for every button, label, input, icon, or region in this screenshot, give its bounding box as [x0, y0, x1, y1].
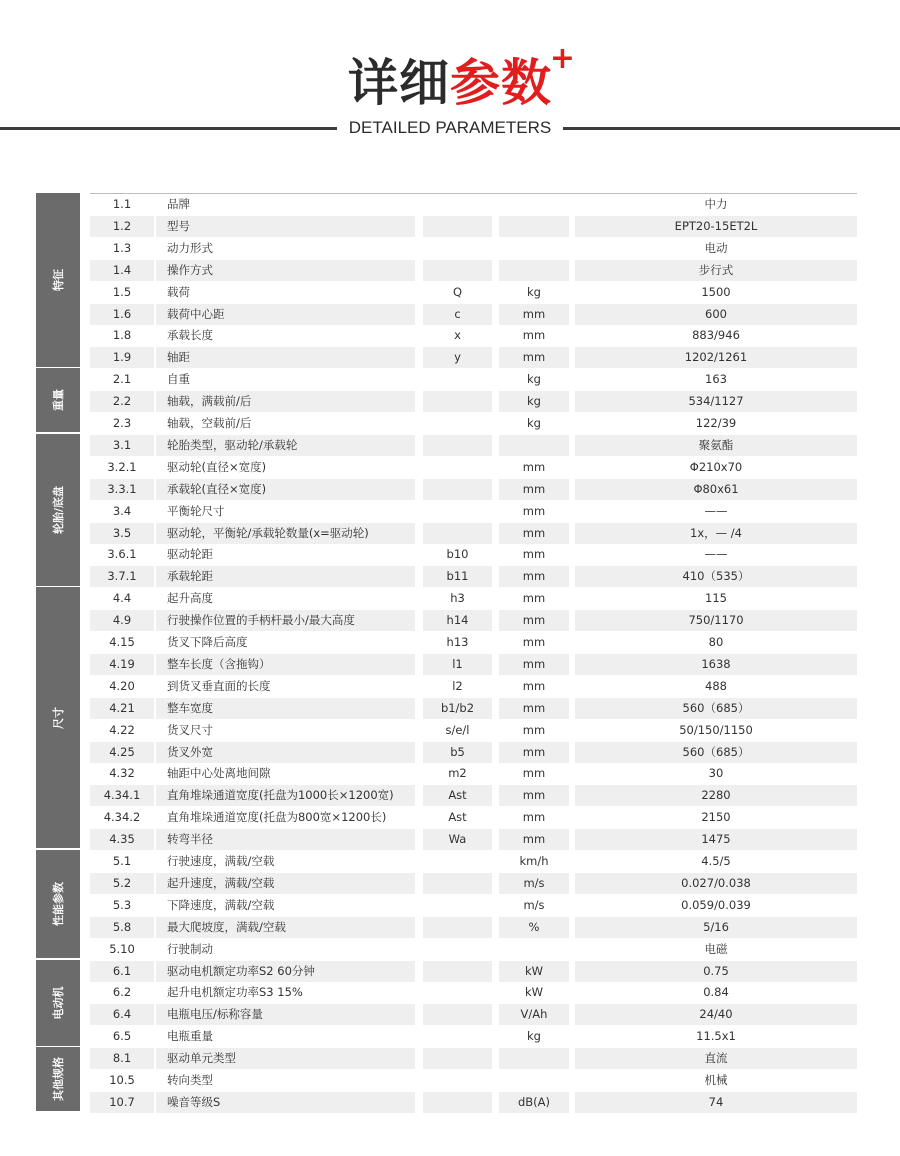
table-row [90, 939, 857, 960]
row-number: 6.4 [90, 1004, 154, 1025]
section-label-text: 重量 [52, 389, 65, 412]
row-number: 2.3 [112, 416, 132, 430]
row-parameter: 起升高度 [167, 591, 213, 606]
table-row [90, 325, 857, 346]
row-symbol: s/e/l [445, 722, 470, 737]
section-label [36, 1047, 80, 1111]
row-parameter: 起升电机额定功率S3 15% [167, 985, 303, 1000]
row-value: 163 [705, 372, 727, 387]
row-number: 3.4 [112, 503, 132, 518]
row-value: 中力 [704, 197, 728, 211]
table-row [90, 566, 857, 587]
row-parameter: 到货叉垂直面的长度 [167, 678, 271, 693]
row-symbol: y [423, 347, 492, 368]
row-value: 1202/1261 [575, 347, 857, 368]
row-number: 8.1 [90, 1048, 154, 1069]
row-number: 3.2.1 [107, 459, 137, 474]
row-value: 1638 [575, 654, 857, 675]
page-subtitle: DETAILED PARAMETERS [348, 118, 552, 137]
row-parameter: 直角堆垛通道宽度(托盘为800宽×1200长) [167, 810, 387, 825]
row-number: 3.5 [90, 523, 154, 544]
row-number: 1.1 [112, 197, 132, 211]
row-number: 1.5 [112, 284, 132, 299]
table-row [90, 501, 857, 522]
section-label [36, 587, 80, 848]
row-number: 4.25 [90, 742, 154, 763]
row-number: 6.5 [112, 1029, 132, 1044]
row-parameter: 承载轮(直径×宽度) [156, 479, 415, 500]
table-row [90, 610, 857, 631]
table-row [90, 917, 857, 938]
row-number: 1.9 [90, 347, 154, 368]
row-unit: mm [499, 829, 569, 850]
row-number: 5.10 [109, 941, 135, 956]
row-symbol: Ast [423, 785, 492, 806]
row-parameter: 行驶制动 [167, 941, 213, 956]
table-row [90, 851, 857, 872]
table-row [90, 676, 857, 697]
row-symbol [423, 479, 492, 500]
row-parameter: 驱动轮，平衡轮/承载轮数量(x=驱动轮) [156, 523, 415, 544]
row-unit [499, 194, 569, 215]
row-symbol [423, 260, 492, 281]
row-value: 步行式 [575, 260, 857, 281]
row-symbol [423, 939, 492, 960]
row-value: 534/1127 [575, 391, 857, 412]
table-row [90, 457, 857, 478]
row-number: 1.2 [90, 216, 154, 237]
row-parameter: 转弯半径 [156, 829, 415, 850]
table-row [90, 413, 857, 434]
row-parameter: 行驶速度，满载/空载 [167, 854, 275, 868]
row-parameter: 轴距 [156, 347, 415, 368]
row-unit: mm [499, 479, 569, 500]
table-row [90, 1026, 857, 1047]
row-symbol [423, 413, 492, 434]
row-symbol: c [423, 304, 492, 325]
table-row [90, 1070, 857, 1091]
row-parameter: 驱动电机额定功率S2 60分钟 [156, 961, 415, 982]
row-parameter: 轴载，满载前/后 [156, 391, 415, 412]
row-unit [499, 238, 569, 259]
row-unit: mm [522, 591, 546, 606]
row-parameter: 载荷 [167, 284, 190, 299]
row-value: 122/39 [695, 416, 737, 430]
row-unit: m/s [499, 873, 569, 894]
row-parameter: 驱动轮距 [167, 547, 213, 562]
table-row [90, 238, 857, 259]
row-number: 4.32 [109, 766, 135, 781]
table-row [90, 807, 857, 828]
row-number: 4.9 [90, 610, 154, 631]
row-symbol [423, 523, 492, 544]
table-row [90, 523, 857, 544]
section-label-text: 尺寸 [52, 706, 65, 729]
row-value: Φ80x61 [575, 479, 857, 500]
row-symbol: l1 [423, 654, 492, 675]
row-unit: m/s [523, 897, 545, 912]
table-row [90, 194, 857, 215]
table-row [90, 1092, 857, 1113]
table-row [90, 216, 857, 237]
row-number: 4.34.1 [90, 785, 154, 806]
section-label [36, 850, 80, 958]
section-label [36, 368, 80, 432]
row-symbol [423, 982, 492, 1003]
section-label [36, 193, 80, 367]
row-value: 560（685） [575, 698, 857, 719]
row-symbol: m2 [448, 766, 467, 781]
row-number: 5.1 [112, 854, 132, 868]
row-symbol: Q [452, 284, 463, 299]
row-unit: kg [527, 372, 541, 387]
row-symbol [423, 391, 492, 412]
row-value: 0.059/0.039 [681, 897, 751, 912]
table-row [90, 961, 857, 982]
row-symbol [423, 457, 492, 478]
table-row [90, 588, 857, 609]
row-value: 0.027/0.038 [575, 873, 857, 894]
table-row [90, 632, 857, 653]
row-value: 2150 [701, 810, 731, 825]
row-parameter: 货叉尺寸 [167, 722, 213, 737]
row-symbol: x [454, 328, 461, 343]
row-number: 4.20 [109, 678, 135, 693]
row-number: 5.8 [90, 917, 154, 938]
table-row [90, 435, 857, 456]
row-symbol [423, 1092, 492, 1113]
row-symbol [423, 1048, 492, 1069]
row-parameter: 整车长度（含拖钩） [156, 654, 415, 675]
section-label-text: 性能参数 [52, 882, 65, 926]
row-parameter: 型号 [156, 216, 415, 237]
row-symbol: h3 [450, 591, 465, 606]
page-header [0, 41, 900, 116]
row-unit: mm [522, 547, 546, 562]
row-unit: mm [499, 347, 569, 368]
row-symbol [423, 1004, 492, 1025]
row-value: 600 [575, 304, 857, 325]
page-title [348, 41, 576, 116]
table-row [90, 1004, 857, 1025]
row-number: 1.8 [112, 328, 132, 343]
row-value: 115 [705, 591, 727, 606]
row-number: 4.35 [90, 829, 154, 850]
row-unit: mm [499, 742, 569, 763]
table-row [90, 982, 857, 1003]
row-parameter: 电瓶重量 [167, 1029, 213, 1044]
row-unit: mm [499, 785, 569, 806]
table-row [90, 829, 857, 850]
row-unit [499, 939, 569, 960]
table-row [90, 763, 857, 784]
row-parameter: 货叉下降后高度 [167, 635, 248, 649]
section-label-text: 特征 [52, 268, 65, 291]
row-symbol: Ast [448, 810, 467, 825]
row-number: 3.7.1 [90, 566, 154, 587]
row-symbol [423, 501, 492, 522]
table-row [90, 742, 857, 763]
row-unit: mm [499, 523, 569, 544]
table-row [90, 347, 857, 368]
row-number: 4.21 [90, 698, 154, 719]
row-unit: V/Ah [499, 1004, 569, 1025]
row-value: 488 [705, 678, 727, 693]
row-symbol [423, 1070, 492, 1091]
row-parameter: 载荷中心距 [156, 304, 415, 325]
row-value: 1475 [575, 829, 857, 850]
section-label-text: 轮胎/底盘 [52, 485, 65, 534]
row-parameter: 轴距中心处离地间隙 [167, 766, 271, 781]
row-symbol [423, 895, 492, 916]
row-number: 3.1 [90, 435, 154, 456]
row-unit: mm [522, 635, 546, 649]
row-number: 2.2 [90, 391, 154, 412]
row-value: 电磁 [704, 941, 728, 956]
row-number: 6.2 [112, 985, 132, 1000]
row-parameter: 动力形式 [167, 240, 213, 255]
row-unit: kg [527, 416, 541, 430]
row-parameter: 承载轮距 [156, 566, 415, 587]
row-parameter: 轴载，空载前/后 [167, 416, 252, 430]
table-row [90, 304, 857, 325]
row-number: 10.7 [90, 1092, 154, 1113]
row-unit: % [499, 917, 569, 938]
row-symbol: b1/b2 [423, 698, 492, 719]
row-symbol [423, 961, 492, 982]
row-parameter: 下降速度，满载/空载 [167, 897, 275, 912]
title-dark-part: 详细 [348, 54, 450, 112]
row-value: 4.5/5 [701, 854, 731, 868]
row-parameter: 行驶操作位置的手柄杆最小/最大高度 [156, 610, 415, 631]
table-row [90, 785, 857, 806]
row-unit: kg [527, 1029, 541, 1044]
row-value: 聚氨酯 [575, 435, 857, 456]
row-value: 74 [575, 1092, 857, 1113]
row-number: 4.4 [112, 591, 132, 606]
row-parameter: 电瓶电压/标称容量 [156, 1004, 415, 1025]
row-unit: mm [522, 459, 546, 474]
row-symbol [423, 917, 492, 938]
row-unit: mm [499, 304, 569, 325]
row-value: EPT20-15ET2L [575, 216, 857, 237]
table-row [90, 873, 857, 894]
row-unit [499, 260, 569, 281]
row-symbol: h14 [423, 610, 492, 631]
row-number: 1.4 [90, 260, 154, 281]
row-value: 50/150/1150 [679, 722, 753, 737]
table-row [90, 282, 857, 303]
row-symbol [423, 1026, 492, 1047]
row-number: 3.3.1 [90, 479, 154, 500]
row-unit: km/h [519, 854, 549, 868]
row-value: 1x，— /4 [575, 523, 857, 544]
row-symbol [423, 873, 492, 894]
row-unit: mm [499, 566, 569, 587]
row-parameter: 起升速度，满载/空载 [156, 873, 415, 894]
row-unit [499, 1048, 569, 1069]
table-row [90, 1048, 857, 1069]
row-symbol [423, 369, 492, 390]
row-value: 30 [708, 766, 724, 781]
row-number: 3.6.1 [107, 547, 137, 562]
plus-icon: + [549, 41, 576, 76]
row-unit: kW [499, 961, 569, 982]
row-value: —— [704, 503, 728, 518]
row-number: 4.34.2 [103, 810, 141, 825]
row-unit: dB(A) [499, 1092, 569, 1113]
row-unit [499, 435, 569, 456]
row-number: 4.22 [109, 722, 135, 737]
row-unit: mm [522, 328, 546, 343]
row-value: —— [704, 547, 728, 562]
row-parameter: 最大爬坡度，满载/空载 [156, 917, 415, 938]
row-number: 2.1 [112, 372, 132, 387]
row-parameter: 整车宽度 [156, 698, 415, 719]
table-row [90, 260, 857, 281]
row-value: 883/946 [692, 328, 740, 343]
row-value: 80 [708, 635, 724, 649]
row-number: 5.2 [90, 873, 154, 894]
row-unit: mm [522, 766, 546, 781]
row-value: 电动 [704, 240, 728, 255]
row-parameter: 直角堆垛通道宽度(托盘为1000长×1200宽) [156, 785, 415, 806]
row-value: 560（685） [575, 742, 857, 763]
row-parameter: 品牌 [167, 197, 190, 211]
table-row [90, 720, 857, 741]
row-unit: mm [499, 698, 569, 719]
row-unit: mm [499, 610, 569, 631]
row-unit: kg [499, 391, 569, 412]
row-number: 10.5 [109, 1073, 135, 1087]
row-unit: kW [524, 985, 544, 1000]
row-parameter: 驱动轮(直径×宽度) [167, 459, 267, 474]
row-parameter: 轮胎类型，驱动轮/承载轮 [156, 435, 415, 456]
table-row [90, 895, 857, 916]
row-symbol [423, 435, 492, 456]
row-value: 0.84 [703, 985, 729, 1000]
row-value: 24/40 [575, 1004, 857, 1025]
section-label [36, 960, 80, 1046]
row-value: Φ210x70 [689, 459, 743, 474]
row-number: 4.19 [90, 654, 154, 675]
row-parameter: 平衡轮尺寸 [167, 503, 225, 518]
row-symbol [423, 851, 492, 872]
table-row [90, 369, 857, 390]
row-symbol: l2 [452, 678, 463, 693]
row-parameter: 操作方式 [156, 260, 415, 281]
row-unit [499, 1070, 569, 1091]
header-rule-right [563, 127, 900, 130]
table-row [90, 479, 857, 500]
row-symbol: h13 [446, 635, 469, 649]
row-value: 750/1170 [575, 610, 857, 631]
row-value: 0.75 [575, 961, 857, 982]
row-value: 11.5x1 [696, 1029, 736, 1044]
table-row [90, 698, 857, 719]
row-symbol [423, 238, 492, 259]
row-unit: mm [522, 678, 546, 693]
row-symbol: b11 [423, 566, 492, 587]
table-row [90, 391, 857, 412]
row-value: 2280 [575, 785, 857, 806]
row-symbol: b10 [446, 547, 469, 562]
row-parameter: 转向类型 [167, 1073, 213, 1087]
row-symbol [423, 194, 492, 215]
row-number: 1.3 [112, 240, 132, 255]
row-symbol [423, 216, 492, 237]
title-red-part: 参数 [450, 54, 552, 112]
row-unit: mm [522, 810, 546, 825]
row-value: 1500 [701, 284, 731, 299]
table-row [90, 654, 857, 675]
row-value: 直流 [575, 1048, 857, 1069]
row-parameter: 货叉外宽 [156, 742, 415, 763]
row-symbol: Wa [423, 829, 492, 850]
row-unit: kg [527, 284, 541, 299]
row-symbol: b5 [423, 742, 492, 763]
row-number: 6.1 [90, 961, 154, 982]
row-unit: mm [522, 503, 546, 518]
row-unit [499, 216, 569, 237]
section-label [36, 434, 80, 586]
row-value: 5/16 [575, 917, 857, 938]
row-unit: mm [499, 654, 569, 675]
row-parameter: 承载长度 [167, 328, 213, 343]
row-parameter: 自重 [167, 372, 190, 387]
row-parameter: 噪音等级S [156, 1092, 415, 1113]
row-value: 机械 [704, 1073, 728, 1087]
section-label-text: 其他规格 [52, 1057, 65, 1102]
row-parameter: 驱动单元类型 [156, 1048, 415, 1069]
section-label-text: 电动机 [52, 986, 65, 1020]
row-number: 5.3 [112, 897, 132, 912]
row-number: 4.15 [109, 635, 135, 649]
row-unit: mm [522, 722, 546, 737]
row-value: 410（535） [575, 566, 857, 587]
row-number: 1.6 [90, 304, 154, 325]
table-row [90, 544, 857, 565]
